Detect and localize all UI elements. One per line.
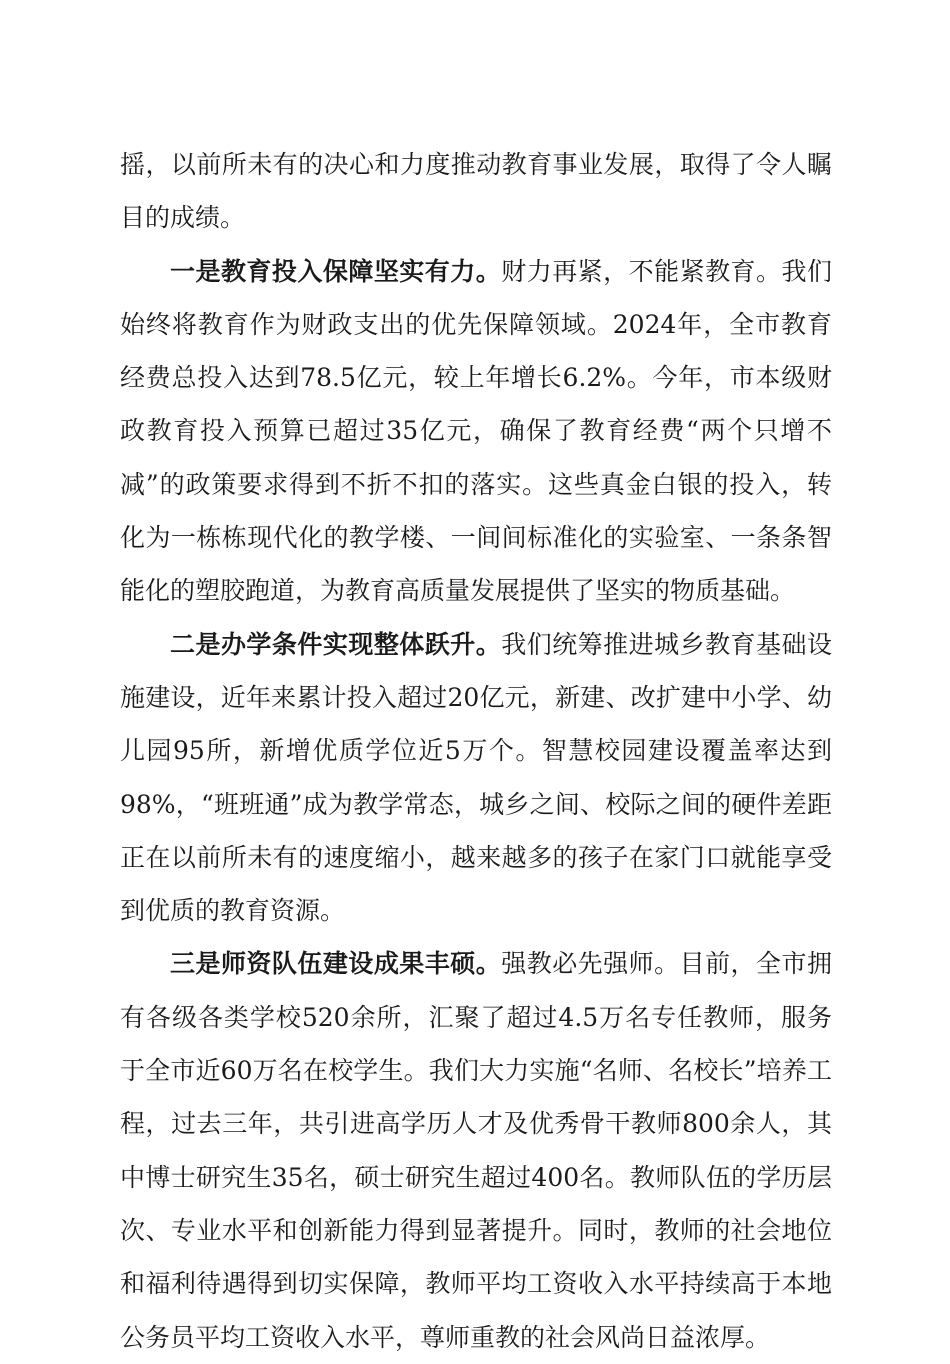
paragraph-text: 强教必先强师。目前，全市拥有各级各类学校520余所，汇聚了超过4.5万名专任教师，服务于全市近60万名在校学生。我们大力实施“名师、名校长”培养工程，过去三年，共引进高学历人才及优秀骨干教师800余人，其中博士研究生35名，硕士研究生超过400名。教师队伍的学历层次、专业水平和创新能力得到显著提升。同时，教师的社会地位和福利待遇得到切实保障，教师平均工资收入水平持续高于本地公务员平均工资收入水平，尊师重教的社会风尚日益浓厚。 — [120, 949, 832, 1352]
paragraph-education-investment — [120, 245, 832, 618]
paragraph-lead: 一是教育投入保障坚实有力。 — [170, 256, 502, 286]
paragraph-lead: 二是办学条件实现整体跃升。 — [170, 629, 502, 659]
paragraph-text: 财力再紧，不能紧教育。我们始终将教育作为财政支出的优先保障领域。2024年，全市教育经费总投入达到78.5亿元，较上年增长6.2%。今年，市本级财政教育投入预算已超过35亿元，确保了教育经费“两个只增不减”的政策要求得到不折不扣的落实。这些真金白银的投入，转化为一栋栋现代化的教学楼、一间间标准化的实验室、一条条智能化的塑胶跑道，为教育高质量发展提供了坚实的物质基础。 — [120, 256, 832, 606]
paragraph-teacher-workforce — [120, 937, 832, 1363]
paragraph-lead: 三是师资队伍建设成果丰硕。 — [170, 949, 502, 979]
document-body — [120, 138, 832, 1364]
paragraph-continuation: 摇，以前所未有的决心和力度推动教育事业发展，取得了令人瞩目的成绩。 — [120, 150, 832, 233]
paragraph-school-conditions — [120, 618, 832, 938]
paragraph-text: 我们统筹推进城乡教育基础设施建设，近年来累计投入超过20亿元，新建、改扩建中小学、幼儿园95所，新增优质学位近5万个。智慧校园建设覆盖率达到98%，“班班通”成为教学常态，城乡之间、校际之间的硬件差距正在以前所未有的速度缩小，越来越多的孩子在家门口就能享受到优质的教育资源。 — [120, 629, 832, 926]
